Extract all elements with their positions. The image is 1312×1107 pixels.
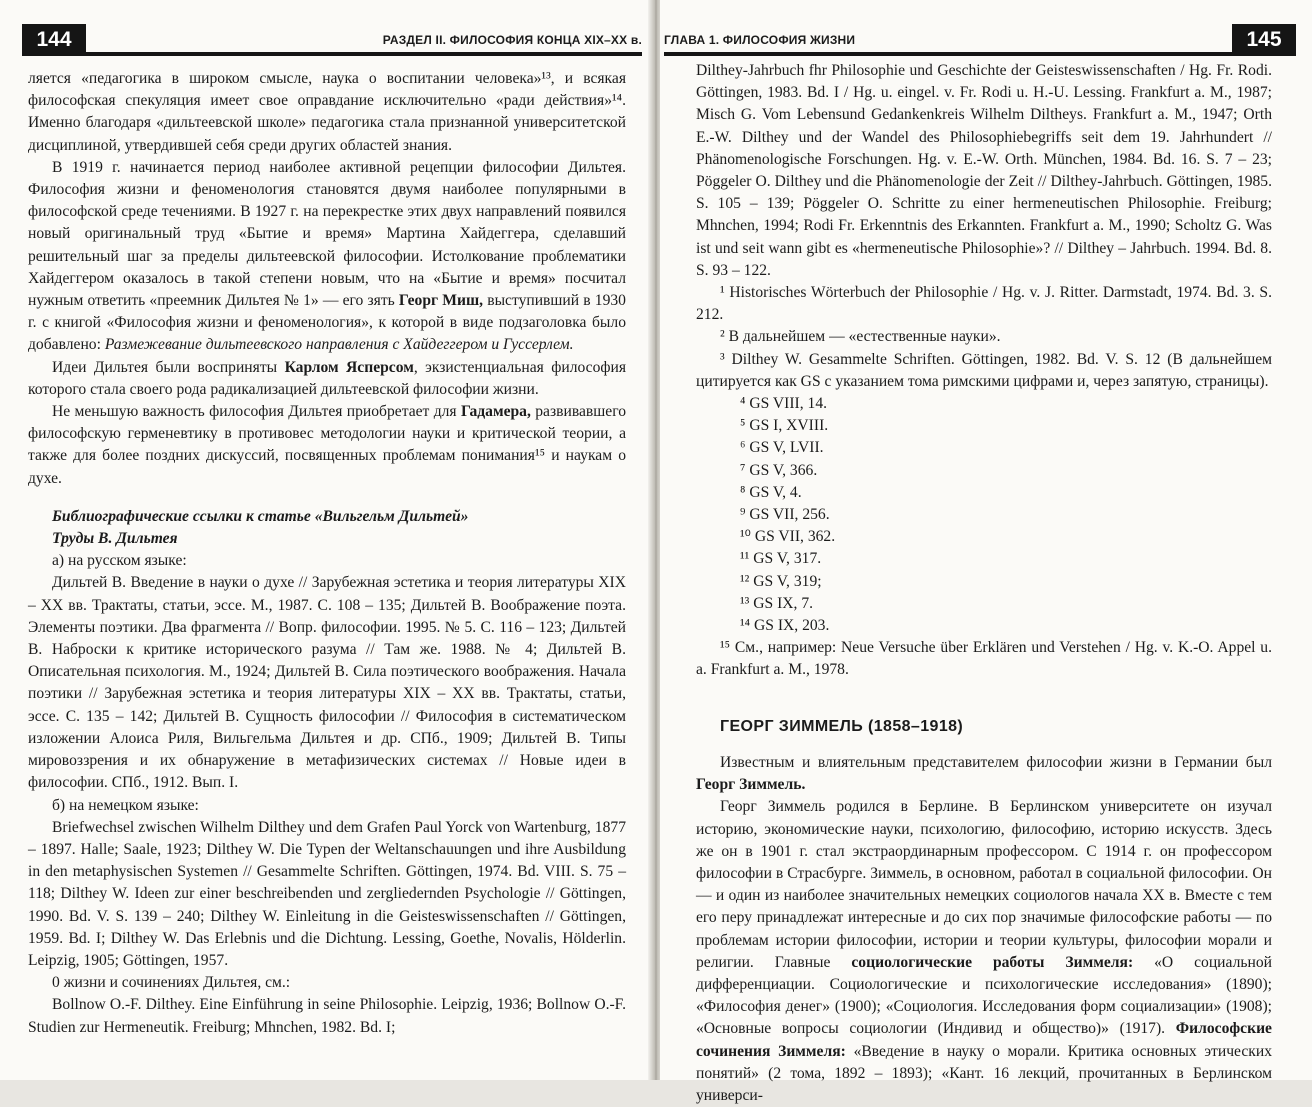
footnote: ⁴ GS VIII, 14. bbox=[740, 395, 828, 413]
reference-block: Dilthey-Jahrbuch fhr Philosophie und Geschichte der Geisteswissenschaften / Hg. Fr. Rodi. Göttingen, 1983. Bd. I / Hg. u. eingel. v. Fr. Rodi u. H.-U. Lessing. Frankfurt a. M., 1987; Misch G. Vom Lebensund Gedankenkreis Wilhelm Diltheys. Frankfurt a. M., 1947; Orth E.-W. Dilthey und der Wandel des Philosophiebegriffs seit dem 19. Jahrhundert // Phänomenologische Forschungen. Hg. v. E.-W. Orth. München, 1984. Bd. 16. S. 7 – 23; Pöggeler O. Dilthey und die Phänomenologie der Zeit // Dilthey-Jahrbuch. Göttingen, 1985. S. 105 – 139; Pöggeler O. Schritte zu einer hermeneutischen Philosophie. Freiburg; Mhnchen, 1994; Rodi Fr. Erkenntnis des Erkannten. Frankfurt a. M., 1990; Scholtz G. Was ist und seit wann gibt es «hermeneutische Philosophie»? // Dilthey – Jahrbuch. 1994. Bd. 8. S. 93 – 122. bbox=[696, 62, 1272, 279]
page-number: 145 bbox=[1232, 24, 1296, 56]
left-body bbox=[28, 68, 626, 1039]
paragraph bbox=[28, 157, 626, 357]
header-rule bbox=[664, 52, 1232, 56]
italic-subtitle: Размежевание дильтеевского направления с Хайдеггером и Гуссерлем. bbox=[104, 336, 574, 354]
text-run: Идеи Дильтея были восприняты bbox=[52, 358, 278, 376]
footnote: ⁵ GS I, XVIII. bbox=[740, 417, 829, 435]
works-heading: Труды В. Дильтея bbox=[52, 530, 178, 548]
footnotes bbox=[696, 282, 1272, 682]
left-header bbox=[22, 14, 642, 58]
text-run: Георг Зиммель родился в Берлине. В Берлинском университете он изучал историю, экономические науки, психологию, философию, историю искусств. Здесь же он в 1901 г. стал экстраординарным профессором. С 1914 г. он профессором философии в Страсбурге. Зиммель, в основном, работал в социальной философии. Он — и один из наиболее значительных немецких социологов начала XX в. Вместе с тем его перу принадлежат интересные и до сих пор значимые философские работы — по проблемам истории философии, истории и теории культуры, философии морали и религии. Главные bbox=[696, 798, 1272, 971]
bold-term: Философские сочинения Зиммеля: bbox=[696, 1020, 1272, 1060]
text-run: «Введение в науку о морали. Критика основных этических понятий» (2 тома, 1892 – 1893); «Кант. 16 лекций, прочитанных в Берлинском универси- bbox=[696, 1042, 1272, 1104]
reference-block: Дильтей В. Введение в науки о духе // Зарубежная эстетика и теория литературы XIX – XX вв. Трактаты, статьи, эссе. М., 1987. С. 108 – 135; Дильтей В. Воображение поэта. Элементы поэтики. Два фрагмента // Вопр. философии. 1995. № 5. С. 116 – 123; Дильтей В. Наброски к критике исторического разума // Там же. 1988. № 4; Дильтей В. Описательная психология. М., 1924; Дильтей В. Сила поэтического воображения. Начала поэтики // Зарубежная эстетика и теория литературы XIX – XX вв. Трактаты, статьи, эссе. С. 135 – 142; Дильтей В. Сущность философии // Философия в систематическом изложении Алоиса Риля, Вильгельма Дильтея и др. СПб., 1909; Дильтей В. Типы мировоззрения и их обнаружение в метафизических системах // Новые идеи в философии. СПб., 1912. Вып. I. bbox=[28, 574, 626, 792]
text-run: , экзистенциальная философия которого стала своего рода радикализацией дильтеевской философии жизни. bbox=[28, 358, 626, 398]
bibliography-heading: Библиографические ссылки к статье «Вильгельм Дильтей» bbox=[52, 507, 469, 525]
footnote: ⁷ GS V, 366. bbox=[740, 461, 818, 479]
section-heading: ГЕОРГ ЗИММЕЛЬ (1858–1918) bbox=[720, 717, 964, 735]
footnote: ⁶ GS V, LVII. bbox=[740, 439, 824, 457]
list-label: а) на русском языке: bbox=[52, 552, 187, 570]
footnote: ¹⁴ GS IX, 203. bbox=[740, 617, 830, 635]
footnote: ¹⁰ GS VII, 362. bbox=[740, 528, 836, 546]
right-page bbox=[660, 0, 1312, 1104]
bold-name: Георг Миш, bbox=[398, 292, 484, 310]
header-rule bbox=[86, 52, 642, 56]
text-run: В 1919 г. начинается период наиболее активной рецепции философии Дильтея. Философия жизни и феноменология становятся двумя наиболее популярными в философской среде течениями. В 1927 г. на перекрестке этих двух направлений появился новый оригинальный труд «Бытие и время» Мартина Хайдеггера, сделавший решительный шаг за пределы дильтеевской философии. bbox=[28, 158, 626, 265]
page-number: 144 bbox=[22, 24, 86, 56]
footnote: ² В дальнейшем — «естественные науки». bbox=[720, 328, 1001, 346]
right-body bbox=[696, 60, 1272, 1107]
list-label: б) на немецком языке: bbox=[52, 796, 199, 814]
left-page bbox=[0, 0, 652, 1080]
paragraph bbox=[28, 401, 626, 490]
text-run: выступивший в 1930 г. с книгой «Философия жизни и феноменология», к которой в виде подзаголовка было добавлено: bbox=[28, 292, 626, 354]
reference-block: Bollnow O.-F. Dilthey. Eine Einführung in seine Philosophie. Leipzig, 1936; Bollnow O.-F. Studien zur Hermeneutik. Freiburg; Mhnchen, 1982. Bd. I; bbox=[28, 996, 626, 1036]
paragraph bbox=[696, 796, 1272, 1107]
paragraph bbox=[696, 752, 1272, 796]
footnote: ¹¹ GS V, 317. bbox=[740, 550, 822, 568]
footnote: ³ Dilthey W. Gesammelte Schriften. Göttingen, 1982. Bd. V. S. 12 (В дальнейшем цитируется как GS с указанием тома римскими цифрами и, через запятую, страницы). bbox=[696, 350, 1272, 390]
footnote: ¹² GS V, 319; bbox=[740, 572, 822, 590]
right-header bbox=[664, 14, 1296, 58]
text-run: развивавшего философскую герменевтику в противовес методологии науки и критической теории, а также для более поздних дискуссий, посвященных проблемам понимания¹⁵ и наукам о духе. bbox=[28, 403, 626, 487]
bold-term: социологические работы Зиммеля: bbox=[851, 953, 1134, 971]
footnote: ⁹ GS VII, 256. bbox=[740, 506, 830, 524]
paragraph bbox=[28, 357, 626, 401]
text-run: «О социальной дифференциации. Социологические и психологические исследования» (1890); «Философия денег» (1900); «Социология. Исследования форм социализации» (1908); «Основные вопросы социологии (Индивид и общество)» (1917). bbox=[696, 953, 1272, 1038]
reference-block: Briefwechsel zwischen Wilhelm Dilthey und dem Grafen Paul Yorck von Wartenburg, 1877 – 1897. Halle; Saale, 1923; Dilthey W. Die Typen der Weltanschauungen und ihre Ausbildung in den metaphysischen Systemen // Gesammelte Schriften. Göttingen, 1974. Bd. VIII. S. 75 – 118; Dilthey W. Ideen zur einer beschreibenden und zergliedernden Psychologie // Göttingen, 1990. Bd. V. S. 139 – 240; Dilthey W. Einleitung in die Geisteswissenschaften // Göttingen, 1959. Bd. I; Dilthey W. Das Erlebnis und die Dichtung. Lessing, Goethe, Novalis, Hölderlin. Leipzig, 1905; Göttingen, 1957. bbox=[28, 818, 626, 969]
text-run: Не меньшую важность философия Дильтея приобретает для bbox=[52, 403, 457, 421]
running-head: РАЗДЕЛ II. ФИЛОСОФИЯ КОНЦА XIX–XX в. bbox=[382, 33, 642, 47]
footnote: ¹⁵ См., например: Neue Versuche über Erklären und Verstehen / Hg. v. K.-O. Appel u. a. Frankfurt a. M., 1978. bbox=[696, 639, 1272, 679]
bold-name: Гадамера, bbox=[460, 403, 531, 421]
running-head: ГЛАВА 1. ФИЛОСОФИЯ ЖИЗНИ bbox=[664, 33, 856, 47]
footnote: ¹³ GS IX, 7. bbox=[740, 594, 814, 612]
bold-name: Георг Зиммель. bbox=[696, 776, 806, 794]
footnote: ⁸ GS V, 4. bbox=[740, 483, 802, 501]
list-label: 0 жизни и сочинениях Дильтея, см.: bbox=[52, 974, 291, 992]
text-run: Известным и влиятельным представителем философии жизни в Германии был bbox=[720, 753, 1272, 771]
text-run: Истолкование проблематики Хайдеггером оказалось в такой степени новым, что на «Бытие и время» посчитал нужным ответить «преемник Дильтея № 1» — его зять bbox=[28, 247, 626, 310]
footnote: ¹ Historisches Wörterbuch der Philosophie / Hg. v. J. Ritter. Darmstadt, 1974. Bd. 3. S. 212. bbox=[696, 284, 1272, 324]
paragraph: ляется «педагогика в широком смысле, наука о воспитании человека»¹³, и всякая философская спекуляция имеет свое оправдание исключительно «ради действия»¹⁴. Именно благодаря «дильтеевской школе» педагогика стала признанной университетской дисциплиной, утвердившей себя среди других областей знания. bbox=[28, 70, 626, 154]
bold-name: Карлом Ясперсом bbox=[284, 358, 414, 376]
